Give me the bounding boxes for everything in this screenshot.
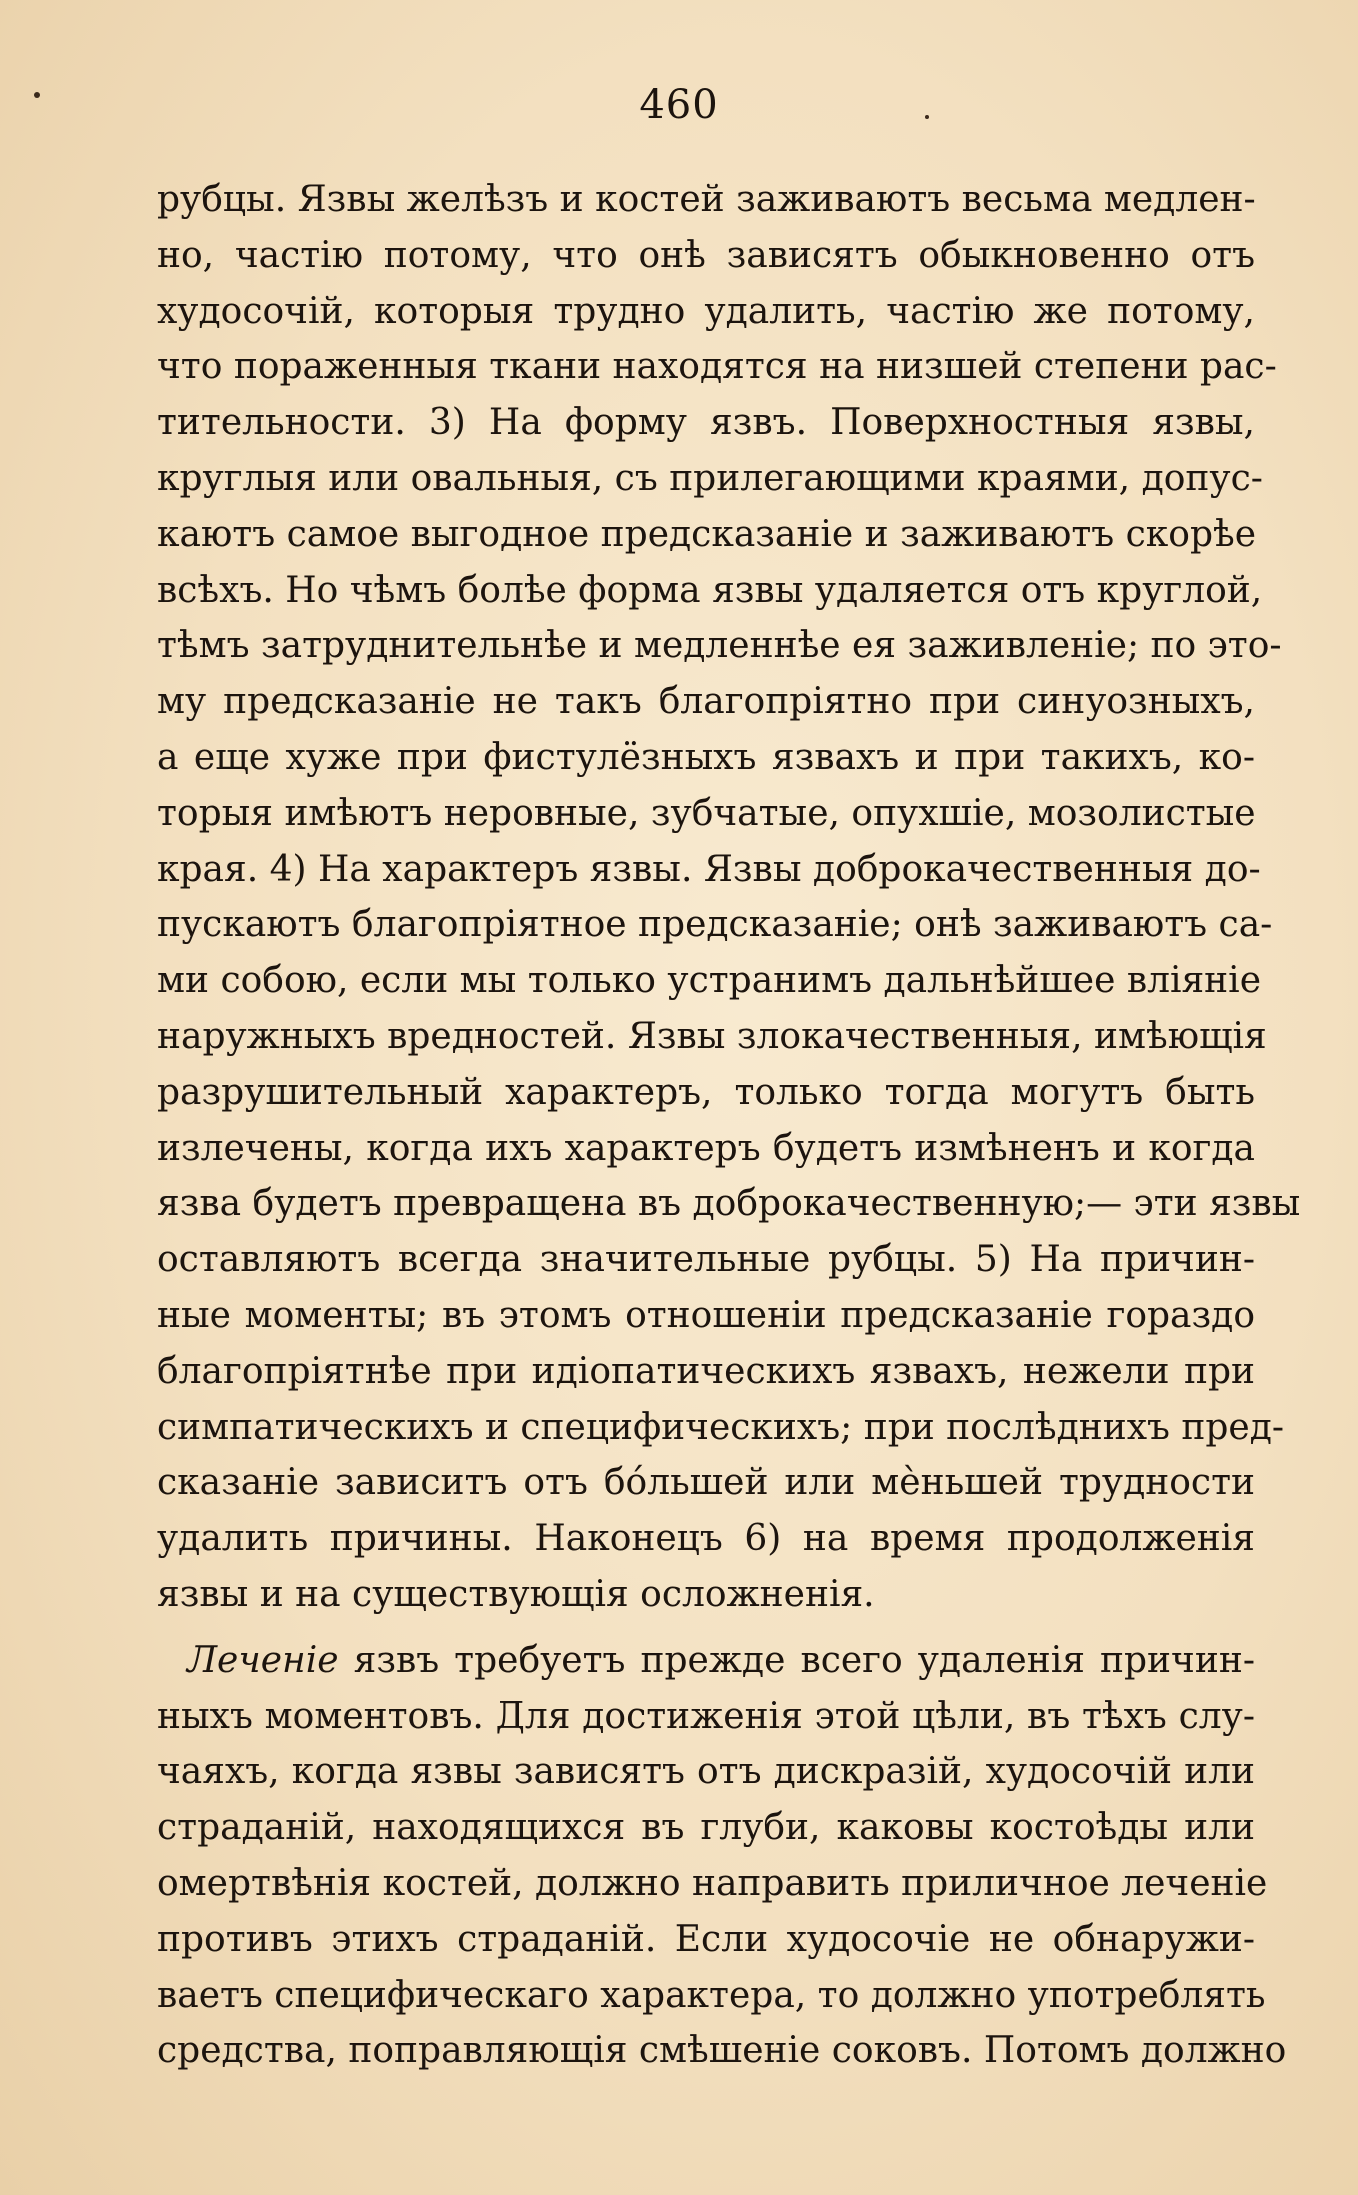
- text-line: края. 4) На характеръ язвы. Язвы доброкачественныя до-: [157, 848, 1261, 890]
- text-line: тительности. 3) На форму язвъ. Поверхностныя язвы,: [157, 402, 1255, 444]
- text-line: но, частію потому, что онѣ зависятъ обыкновенно отъ: [157, 234, 1255, 276]
- text-line: ми собою, если мы только устранимъ дальнѣйшее вліяніе: [157, 960, 1261, 1002]
- text-line: торыя имѣютъ неровные, зубчатые, опухшіе, мозолистые: [157, 792, 1256, 834]
- text-line: каютъ самое выгодное предсказаніе и заживаютъ скорѣе: [157, 513, 1257, 555]
- text-line: сказаніе зависитъ отъ бо́льшей или мѐньшей трудности: [157, 1462, 1255, 1504]
- paragraph-2: [157, 1633, 1287, 2079]
- text-line: страданій, находящихся въ глуби, каковы костоѣды или: [157, 1807, 1255, 1849]
- paragraph-1: [157, 172, 1301, 1623]
- text-line: благопріятнѣе при идіопатическихъ язвахъ, нежели при: [157, 1350, 1255, 1392]
- text-line: омертвѣнія костей, должно направить приличное леченіе: [157, 1862, 1268, 1904]
- text-line: язвы и на существующія осложненія.: [157, 1573, 875, 1615]
- text-line: чаяхъ, когда язвы зависятъ отъ дискразій, худосочій или: [157, 1751, 1255, 1793]
- text-line-rest: язвъ требуетъ прежде всего удаленія причин-: [338, 1639, 1255, 1681]
- body-text: [157, 172, 1301, 2079]
- text-line: средства, поправляющія смѣшеніе соковъ. Потомъ должно: [157, 2030, 1287, 2072]
- text-line: оставляютъ всегда значительные рубцы. 5) На причин-: [157, 1239, 1255, 1281]
- text-line: ваетъ специфическаго характера, то должно употреблять: [157, 1974, 1266, 2016]
- text-line: что пораженныя ткани находятся на низшей степени рас-: [157, 346, 1277, 388]
- text-line: круглыя или овальныя, съ прилегающими краями, допус-: [157, 457, 1263, 499]
- text-line: [157, 1633, 1255, 1689]
- text-line: разрушительный характеръ, только тогда могутъ быть: [157, 1071, 1255, 1113]
- text-line: наружныхъ вредностей. Язвы злокачественныя, имѣющія: [157, 1015, 1267, 1057]
- text-line: а еще хуже при фистулёзныхъ язвахъ и при такихъ, ко-: [157, 736, 1255, 778]
- text-line: худосочій, которыя трудно удалить, частію же потому,: [157, 290, 1255, 332]
- text-line: ныхъ моментовъ. Для достиженія этой цѣли, въ тѣхъ слу-: [157, 1695, 1255, 1737]
- text-line: язва будетъ превращена въ доброкачественную;— эти язвы: [157, 1183, 1301, 1225]
- text-line: противъ этихъ страданій. Если худосочіе не обнаружи-: [157, 1918, 1255, 1960]
- text-line: излечены, когда ихъ характеръ будетъ измѣненъ и когда: [157, 1127, 1255, 1169]
- text-line: удалить причины. Наконецъ 6) на время продолженія: [157, 1518, 1255, 1560]
- term-lechenie: Леченіе: [187, 1639, 339, 1681]
- page-number: 460: [639, 82, 719, 128]
- text-line: симпатическихъ и специфическихъ; при послѣднихъ пред-: [157, 1406, 1285, 1448]
- text-line: ные моменты; въ этомъ отношеніи предсказаніе гораздо: [157, 1294, 1255, 1336]
- text-line: му предсказаніе не такъ благопріятно при синуозныхъ,: [157, 681, 1255, 723]
- text-line: тѣмъ затруднительнѣе и медленнѣе ея заживленіе; по это-: [157, 625, 1282, 667]
- text-line: рубцы. Язвы желѣзъ и костей заживаютъ весьма медлен-: [157, 179, 1256, 220]
- text-line: пускаютъ благопріятное предсказаніе; онѣ заживаютъ са-: [157, 904, 1273, 946]
- text-line: всѣхъ. Но чѣмъ болѣе форма язвы удаляется отъ круглой,: [157, 569, 1263, 611]
